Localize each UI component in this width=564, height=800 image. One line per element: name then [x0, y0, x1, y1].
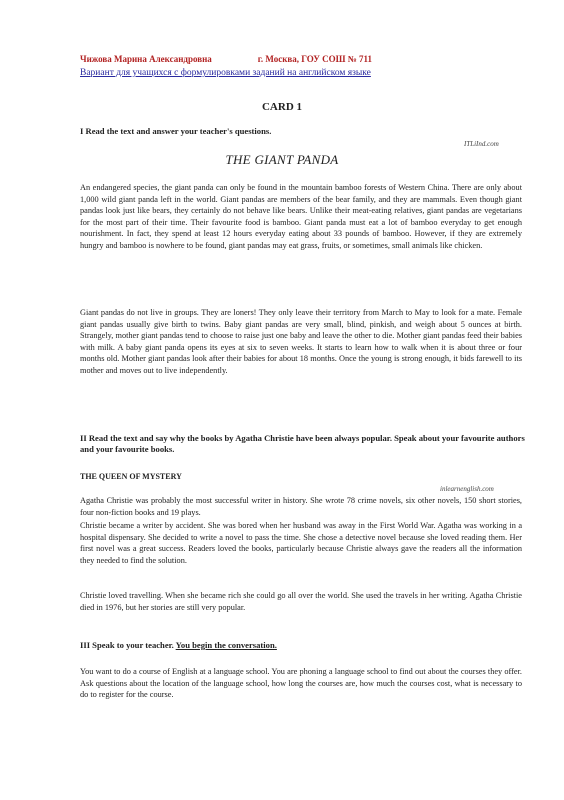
header-subtitle: Вариант для учащихся с формулировками заданий на английском языке: [80, 68, 371, 78]
header-line: [80, 54, 520, 64]
school-name: г. Москва, ГОУ СОШ № 711: [257, 54, 373, 64]
task3-instruction-underlined: You begin the conversation.: [175, 640, 277, 650]
text2-title: THE QUEEN OF MYSTERY: [80, 472, 182, 481]
task3-instruction: [80, 640, 525, 651]
text1-paragraph-1: An endangered species, the giant panda can only be found in the mountain bamboo forests of Western China. There are only about 1,000 wild giant panda left in the world. Giant pandas are members of the bear family, and they are mammals. Even though giant pandas look just like bears, they certainly do not behave like bears. Unlike their meat-eating relatives, giant pandas are vegetarians for the most part of their time. Their favourite food is bamboo. Giant panda must eat a lot of bamboo everyday to get enough nourishment. In fact, they spend at least 12 hours everyday eating about 33 pounds of bamboo. However, if they are extremely hungry and bamboo is nowhere to be found, giant pandas may eat grass, fruits, or sometimes, small animals like chicken.: [80, 183, 522, 250]
text3-paragraph: You want to do a course of English at a language school. You are phoning a language school to find out about the courses they offer. Ask questions about the location of the language school, how long the courses are, how much the courses cost, what is necessary to do to register for the course.: [80, 667, 522, 700]
task3-instruction-prefix: III Speak to your teacher.: [80, 640, 174, 650]
text2-paragraph-2: Christie became a writer by accident. She was bored when her husband was away in the First World War. Agatha was working in a hospital dispensary. She decided to write a novel to pass the time. She chose a detective novel because she loved reading them. Her first novel was a great success. Readers loved the books, particularly because Christie always gave the readers all the information they needed to find the solution.: [80, 521, 522, 565]
author-name: Чижова Марина Александровна: [80, 54, 212, 64]
text2-paragraph-3: Christie loved travelling. When she became rich she could go all over the world. She used the travels in her writing. Agatha Christie died in 1976, but her stories are still very popular.: [80, 591, 522, 612]
text2-paragraph-1: Agatha Christie was probably the most successful writer in history. She wrote 78 crime novels, six other novels, 150 short stories, four non-fiction books and 19 plays.: [80, 496, 522, 517]
task1-instruction: I Read the text and answer your teacher's questions.: [80, 126, 272, 136]
card-title: CARD 1: [261, 101, 303, 113]
task2-source: inlearnenglish.com: [440, 485, 494, 493]
task2-instruction: II Read the text and say why the books by Agatha Christie have been always popular. Speak about your favourite authors and your favourite books.: [80, 433, 525, 454]
task1-source: ITLiInd.com: [464, 140, 499, 148]
text1-paragraph-2: Giant pandas do not live in groups. They are loners! They only leave their territory from March to May to look for a mate. Female giant pandas usually give birth to twins. Baby giant pandas are very small, blind, pinkish, and weigh about 5 ounces at birth. Strangely, mother giant pandas tend to choose to raise just one baby and leave the other to die. Mother giant pandas feed their babies with milk. A baby giant panda opens its eyes at six to seven weeks. It starts to learn how to walk when it is about three or four months old. Mother giant pandas look after their babies for about 18 months. Once the young is strong enough, it bids farewell to its mother and moves out to live independently.: [80, 308, 522, 375]
text1-title: THE GIANT PANDA: [225, 152, 339, 167]
